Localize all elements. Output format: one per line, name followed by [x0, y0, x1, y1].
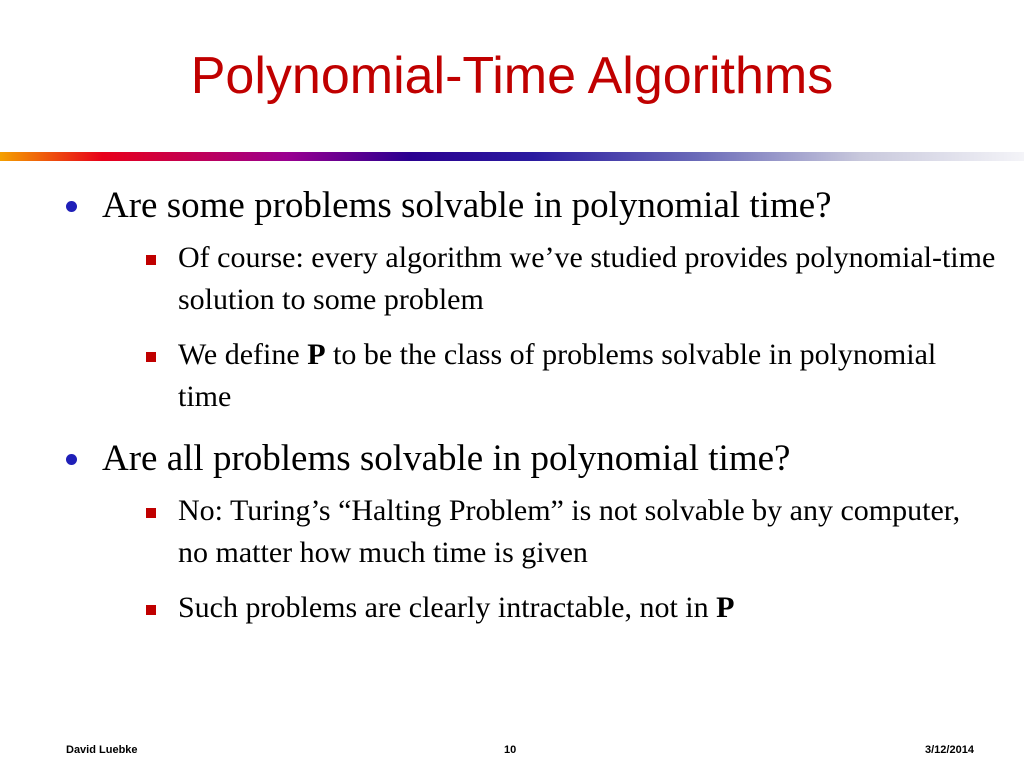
sub-bullet-item	[146, 334, 996, 418]
sub-bullet-item	[146, 237, 996, 321]
sub-bullet-text-pre: Such problems are clearly intractable, not in	[178, 591, 717, 624]
bullet-item	[66, 182, 996, 229]
footer-page-number: 10	[504, 744, 517, 756]
sub-bullet-text: No: Turing’s “Halting Problem” is not solvable by any computer, no matter how much time is given	[178, 494, 961, 569]
slide-title: Polynomial-Time Algorithms	[190, 47, 834, 105]
footer-date: 3/12/2014	[925, 744, 974, 756]
complexity-class-p: P	[307, 338, 326, 371]
title-divider	[0, 152, 1024, 161]
sub-bullet-item	[146, 587, 996, 629]
sub-bullet-text-pre: We define	[178, 338, 308, 371]
sub-bullet-text-post: to be the class of problems solvable in polynomial time	[178, 338, 937, 413]
bullet-text: Are all problems solvable in polynomial time?	[102, 438, 791, 479]
square-bullet-icon	[146, 352, 156, 362]
square-bullet-icon	[146, 255, 156, 265]
bullet-dot-icon	[66, 454, 77, 465]
complexity-class-p: P	[716, 591, 735, 624]
sub-bullet-text: Of course: every algorithm we’ve studied provides polynomial-time solution to some problem	[178, 241, 996, 316]
footer-author: David Luebke	[66, 744, 138, 756]
square-bullet-icon	[146, 605, 156, 615]
bullet-item	[66, 435, 996, 482]
sub-bullet-item	[146, 490, 996, 574]
square-bullet-icon	[146, 508, 156, 518]
bullet-dot-icon	[66, 201, 77, 212]
slide-content	[66, 182, 996, 642]
bullet-text: Are some problems solvable in polynomial time?	[102, 185, 832, 226]
